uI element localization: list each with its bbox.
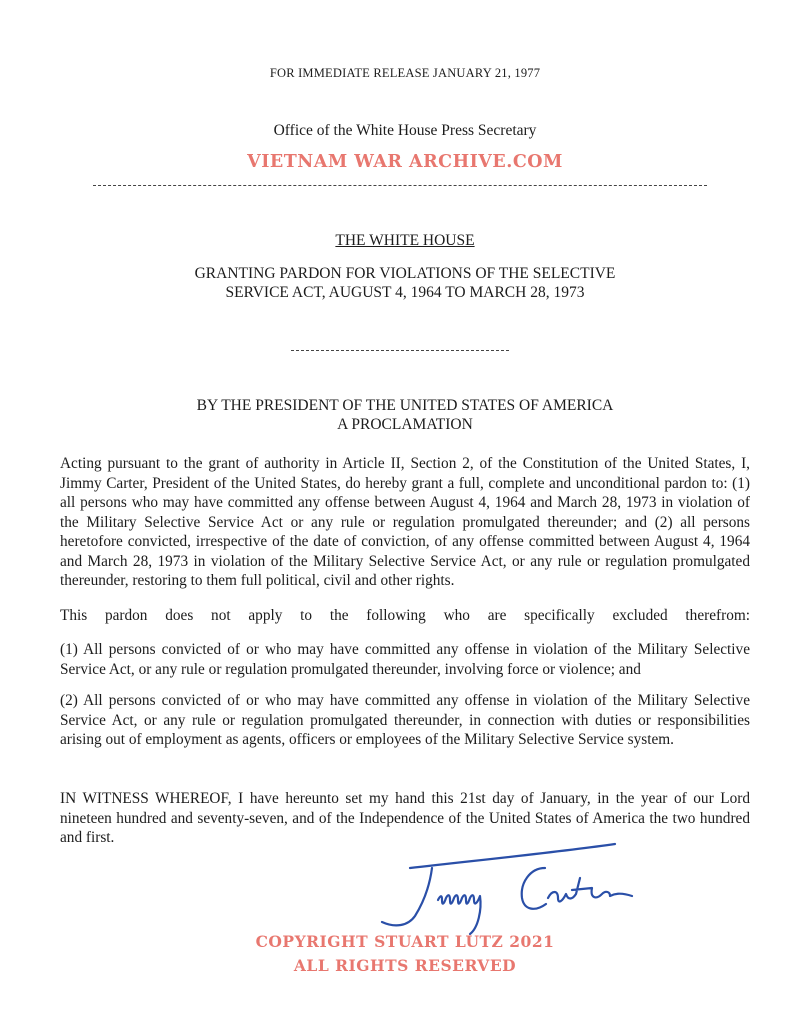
watermark-copyright: COPYRIGHT STUART LUTZ 2021 <box>255 932 555 951</box>
paragraph-witness: IN WITNESS WHEREOF, I have hereunto set my hand this 21st day of January, in the year of our Lord nineteen hundred and seventy-seven, and of the Independence of the United States of America the two hundred and first. <box>60 790 750 846</box>
title-line-2: SERVICE ACT, AUGUST 4, 1964 TO MARCH 28, 1973 <box>225 284 585 301</box>
office-line: Office of the White House Press Secretary <box>273 122 537 139</box>
watermark-rights: ALL RIGHTS RESERVED <box>293 956 517 975</box>
paragraph-exclusion-2: (2) All persons convicted of or who may have committed any offense in violation of the Military Selective Service Act, or any rule or regulation promulgated thereunder, in connection with duties or responsibilities arising out of employment as agents, officers or employees of the Military Selective Service system. <box>60 692 750 748</box>
divider-middle <box>291 350 509 351</box>
signature-jimmy-carter <box>370 838 670 938</box>
proclamation-heading <box>0 396 810 434</box>
white-house-text: THE WHITE HOUSE <box>335 232 475 249</box>
document-title <box>0 264 810 302</box>
proclamation-line-1: BY THE PRESIDENT OF THE UNITED STATES OF AMERICA <box>196 397 614 414</box>
paragraph-exclusion-1: (1) All persons convicted of or who may have committed any offense in violation of the Military Selective Service Act, or any rule or regulation promulgated thereunder, involving force or violence; and <box>60 641 750 678</box>
watermark-site: VIETNAM WAR ARCHIVE.COM <box>247 152 563 172</box>
proclamation-line-2: A PROCLAMATION <box>337 416 473 433</box>
white-house-heading <box>0 232 810 250</box>
release-line: FOR IMMEDIATE RELEASE JANUARY 21, 1977 <box>269 66 541 80</box>
title-line-1: GRANTING PARDON FOR VIOLATIONS OF THE SELECTIVE <box>194 265 616 282</box>
paragraph-authority: Acting pursuant to the grant of authority in Article II, Section 2, of the Constitution of the United States, I, Jimmy Carter, President of the United States, do hereby grant a full, complete and unconditional pardon to: (1) all persons who may have committed any offense between August 4, 1964 and March 28, 1973 in violation of the Military Selective Service Act or any rule or regulation promulgated thereunder; and (2) all persons heretofore convicted, irrespective of the date of conviction, of any offense committed between August 4, 1964 and March 28, 1973 in violation of the Military Selective Service Act, or any rule or regulation promulgated thereunder, restoring to them full political, civil and other rights. <box>60 455 750 589</box>
divider-top <box>93 185 707 186</box>
paragraph-exclusions-intro: This pardon does not apply to the following who are specifically excluded therefrom: <box>60 607 750 624</box>
